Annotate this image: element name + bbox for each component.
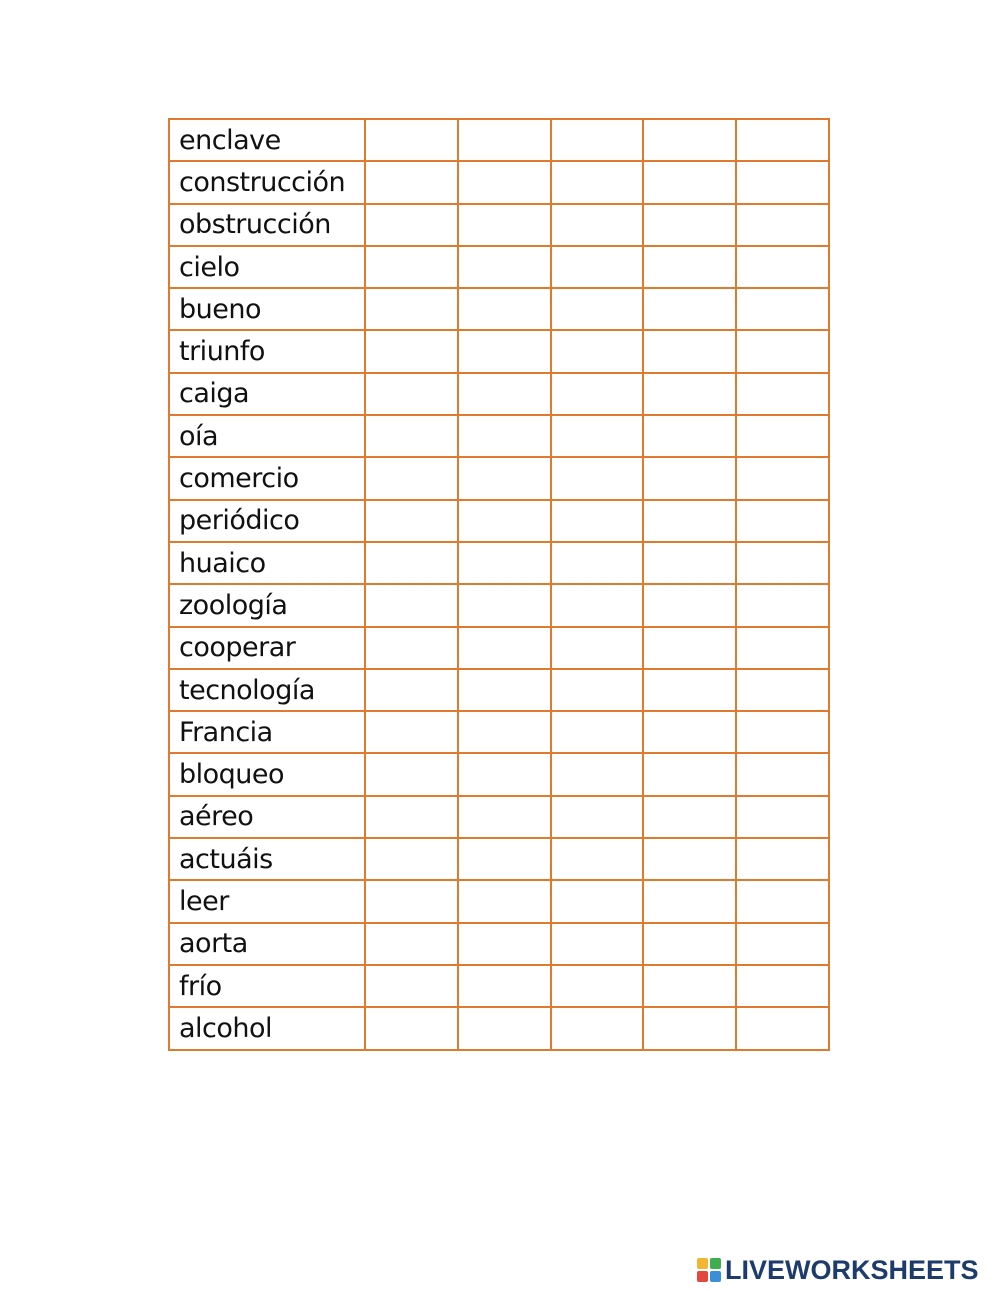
word-cell: cielo <box>169 246 365 288</box>
answer-cell[interactable] <box>365 627 458 669</box>
answer-cell[interactable] <box>643 204 736 246</box>
answer-cell[interactable] <box>458 246 551 288</box>
answer-cell[interactable] <box>736 415 829 457</box>
word-cell: bueno <box>169 288 365 330</box>
answer-cell[interactable] <box>551 838 644 880</box>
answer-cell[interactable] <box>551 119 644 161</box>
logo-block-1 <box>697 1258 708 1269</box>
answer-cell[interactable] <box>551 204 644 246</box>
answer-cell[interactable] <box>736 627 829 669</box>
answer-cell[interactable] <box>736 753 829 795</box>
answer-cell[interactable] <box>365 1007 458 1049</box>
answer-cell[interactable] <box>458 457 551 499</box>
liveworksheets-logo <box>697 1255 979 1285</box>
table-row <box>169 796 829 838</box>
answer-cell[interactable] <box>365 542 458 584</box>
answer-cell[interactable] <box>365 161 458 203</box>
answer-cell[interactable] <box>551 246 644 288</box>
word-table <box>168 118 830 1051</box>
table-row <box>169 838 829 880</box>
answer-cell[interactable] <box>365 204 458 246</box>
answer-cell[interactable] <box>458 711 551 753</box>
answer-cell[interactable] <box>551 1007 644 1049</box>
table-row <box>169 373 829 415</box>
answer-cell[interactable] <box>643 500 736 542</box>
answer-cell[interactable] <box>551 965 644 1007</box>
answer-cell[interactable] <box>736 711 829 753</box>
answer-cell[interactable] <box>551 796 644 838</box>
answer-cell[interactable] <box>551 288 644 330</box>
answer-cell[interactable] <box>365 373 458 415</box>
answer-cell[interactable] <box>736 923 829 965</box>
word-cell: enclave <box>169 119 365 161</box>
answer-cell[interactable] <box>643 119 736 161</box>
word-cell: actuáis <box>169 838 365 880</box>
table-row <box>169 246 829 288</box>
answer-cell[interactable] <box>643 711 736 753</box>
table-row <box>169 753 829 795</box>
answer-cell[interactable] <box>551 373 644 415</box>
answer-cell[interactable] <box>458 796 551 838</box>
answer-cell[interactable] <box>643 838 736 880</box>
answer-cell[interactable] <box>551 711 644 753</box>
answer-cell[interactable] <box>736 965 829 1007</box>
answer-cell[interactable] <box>736 204 829 246</box>
answer-cell[interactable] <box>365 457 458 499</box>
answer-cell[interactable] <box>365 923 458 965</box>
answer-cell[interactable] <box>643 542 736 584</box>
word-cell: caiga <box>169 373 365 415</box>
answer-cell[interactable] <box>643 161 736 203</box>
word-cell: huaico <box>169 542 365 584</box>
word-cell: obstrucción <box>169 204 365 246</box>
answer-cell[interactable] <box>736 669 829 711</box>
answer-cell[interactable] <box>643 923 736 965</box>
answer-cell[interactable] <box>458 373 551 415</box>
answer-cell[interactable] <box>643 796 736 838</box>
table-row <box>169 627 829 669</box>
answer-cell[interactable] <box>365 838 458 880</box>
answer-cell[interactable] <box>643 753 736 795</box>
table-row <box>169 542 829 584</box>
table-row <box>169 330 829 372</box>
answer-cell[interactable] <box>736 880 829 922</box>
word-cell: construcción <box>169 161 365 203</box>
word-cell: oía <box>169 415 365 457</box>
word-cell: leer <box>169 880 365 922</box>
answer-cell[interactable] <box>458 923 551 965</box>
answer-cell[interactable] <box>365 965 458 1007</box>
answer-cell[interactable] <box>736 330 829 372</box>
table-row <box>169 711 829 753</box>
answer-cell[interactable] <box>458 500 551 542</box>
answer-cell[interactable] <box>643 330 736 372</box>
table-row <box>169 584 829 626</box>
answer-cell[interactable] <box>736 1007 829 1049</box>
answer-cell[interactable] <box>551 880 644 922</box>
answer-cell[interactable] <box>365 330 458 372</box>
table-row <box>169 965 829 1007</box>
answer-cell[interactable] <box>458 542 551 584</box>
answer-cell[interactable] <box>365 711 458 753</box>
answer-cell[interactable] <box>736 838 829 880</box>
word-cell: alcohol <box>169 1007 365 1049</box>
answer-cell[interactable] <box>736 500 829 542</box>
table-row <box>169 457 829 499</box>
answer-cell[interactable] <box>365 500 458 542</box>
word-cell: triunfo <box>169 330 365 372</box>
answer-cell[interactable] <box>458 415 551 457</box>
answer-cell[interactable] <box>643 965 736 1007</box>
table-row <box>169 500 829 542</box>
table-row <box>169 119 829 161</box>
answer-cell[interactable] <box>458 627 551 669</box>
answer-cell[interactable] <box>365 119 458 161</box>
answer-cell[interactable] <box>551 330 644 372</box>
table-row <box>169 923 829 965</box>
answer-cell[interactable] <box>458 1007 551 1049</box>
answer-cell[interactable] <box>551 457 644 499</box>
answer-cell[interactable] <box>458 669 551 711</box>
answer-cell[interactable] <box>643 669 736 711</box>
word-cell: frío <box>169 965 365 1007</box>
logo-block-3 <box>697 1271 708 1282</box>
answer-cell[interactable] <box>365 880 458 922</box>
answer-cell[interactable] <box>551 669 644 711</box>
word-table-body <box>169 119 829 1050</box>
answer-cell[interactable] <box>458 880 551 922</box>
answer-cell[interactable] <box>643 457 736 499</box>
answer-cell[interactable] <box>643 373 736 415</box>
table-row <box>169 415 829 457</box>
answer-cell[interactable] <box>458 753 551 795</box>
answer-cell[interactable] <box>736 584 829 626</box>
answer-cell[interactable] <box>551 415 644 457</box>
answer-cell[interactable] <box>458 330 551 372</box>
answer-cell[interactable] <box>551 542 644 584</box>
answer-cell[interactable] <box>458 161 551 203</box>
answer-cell[interactable] <box>736 457 829 499</box>
answer-cell[interactable] <box>551 627 644 669</box>
answer-cell[interactable] <box>643 627 736 669</box>
answer-cell[interactable] <box>365 246 458 288</box>
word-cell: aéreo <box>169 796 365 838</box>
answer-cell[interactable] <box>736 542 829 584</box>
logo-blocks-icon <box>697 1258 721 1282</box>
word-cell: aorta <box>169 923 365 965</box>
answer-cell[interactable] <box>551 584 644 626</box>
answer-cell[interactable] <box>365 415 458 457</box>
logo-text: LIVEWORKSHEETS <box>725 1254 979 1285</box>
answer-cell[interactable] <box>365 584 458 626</box>
answer-cell[interactable] <box>736 246 829 288</box>
answer-cell[interactable] <box>551 500 644 542</box>
answer-cell[interactable] <box>643 1007 736 1049</box>
logo-block-4 <box>710 1271 721 1282</box>
answer-cell[interactable] <box>365 288 458 330</box>
answer-cell[interactable] <box>458 204 551 246</box>
word-cell: bloqueo <box>169 753 365 795</box>
answer-cell[interactable] <box>736 161 829 203</box>
answer-cell[interactable] <box>365 669 458 711</box>
answer-cell[interactable] <box>551 161 644 203</box>
logo-block-2 <box>710 1258 721 1269</box>
word-cell: periódico <box>169 500 365 542</box>
answer-cell[interactable] <box>736 288 829 330</box>
table-row <box>169 669 829 711</box>
table-row <box>169 204 829 246</box>
answer-cell[interactable] <box>643 880 736 922</box>
word-cell: Francia <box>169 711 365 753</box>
answer-cell[interactable] <box>458 288 551 330</box>
table-row <box>169 288 829 330</box>
answer-cell[interactable] <box>458 119 551 161</box>
table-row <box>169 880 829 922</box>
word-cell: cooperar <box>169 627 365 669</box>
table-row <box>169 1007 829 1049</box>
answer-cell[interactable] <box>736 119 829 161</box>
answer-cell[interactable] <box>365 796 458 838</box>
answer-cell[interactable] <box>551 753 644 795</box>
answer-cell[interactable] <box>458 838 551 880</box>
word-cell: zoología <box>169 584 365 626</box>
answer-cell[interactable] <box>736 796 829 838</box>
answer-cell[interactable] <box>551 923 644 965</box>
answer-cell[interactable] <box>643 288 736 330</box>
word-cell: comercio <box>169 457 365 499</box>
answer-cell[interactable] <box>365 753 458 795</box>
answer-cell[interactable] <box>643 246 736 288</box>
answer-cell[interactable] <box>643 415 736 457</box>
answer-cell[interactable] <box>643 584 736 626</box>
answer-cell[interactable] <box>458 584 551 626</box>
word-cell: tecnología <box>169 669 365 711</box>
table-row <box>169 161 829 203</box>
answer-cell[interactable] <box>736 373 829 415</box>
answer-cell[interactable] <box>458 965 551 1007</box>
